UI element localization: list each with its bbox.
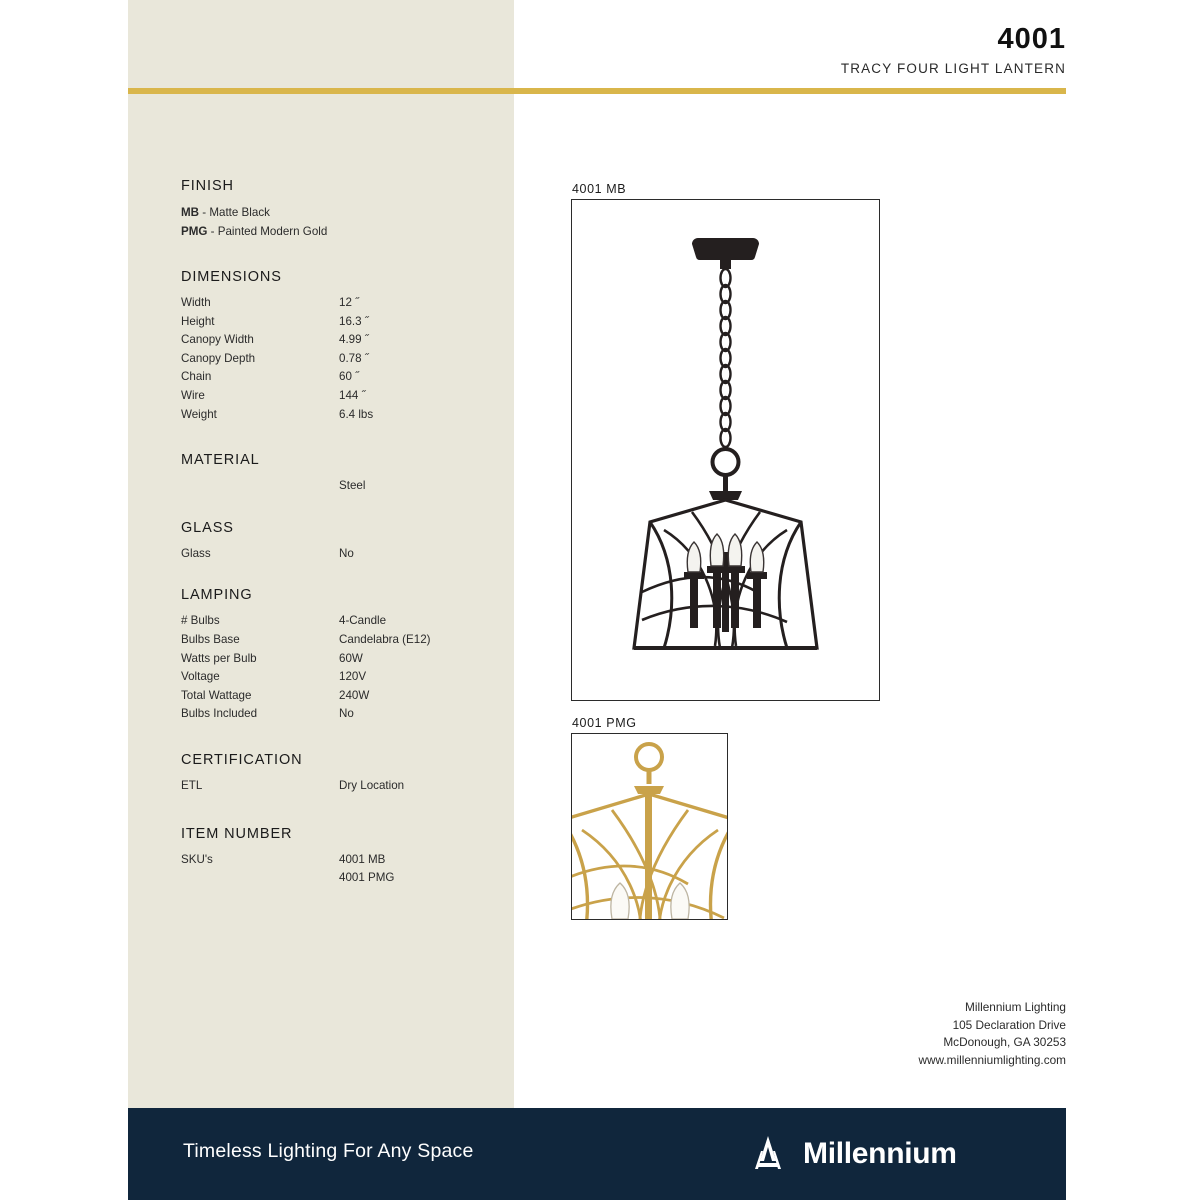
glass-title: GLASS xyxy=(181,519,234,536)
material-section xyxy=(181,452,481,496)
finish-option xyxy=(181,222,481,241)
address-company: Millennium Lighting xyxy=(965,1000,1066,1014)
spec-row xyxy=(181,406,481,425)
spec-key: Bulbs Base xyxy=(181,632,240,646)
spec-value: 60 ˝ xyxy=(339,370,359,384)
spec-row xyxy=(181,477,481,496)
item-number-section xyxy=(181,826,481,888)
main-image-label: 4001 MB xyxy=(572,182,627,196)
finish-option xyxy=(181,203,481,222)
specifications-column xyxy=(181,178,481,916)
spec-key: ETL xyxy=(181,778,203,792)
spec-value: No xyxy=(339,546,354,560)
spec-key: Bulbs Included xyxy=(181,707,258,721)
spec-value: 12 ˝ xyxy=(339,296,359,309)
spec-row xyxy=(181,668,481,687)
finish-name: Matte Black xyxy=(209,206,270,219)
address-street: 105 Declaration Drive xyxy=(952,1017,1066,1032)
brand-name: Millennium xyxy=(803,1137,957,1170)
dimensions-section xyxy=(181,269,481,424)
spec-key: Glass xyxy=(181,546,211,560)
lamping-title: LAMPING xyxy=(181,587,253,604)
spec-value: 120V xyxy=(339,670,367,684)
spec-value: 0.78 ˝ xyxy=(339,351,369,365)
gold-divider-rule xyxy=(128,88,1066,94)
model-number: 4001 xyxy=(997,23,1066,55)
spec-row xyxy=(181,387,481,406)
spec-row xyxy=(181,313,481,332)
spec-row xyxy=(181,368,481,387)
spec-row xyxy=(181,631,481,650)
spec-key: Canopy Width xyxy=(181,333,254,347)
product-name: TRACY FOUR LIGHT LANTERN xyxy=(840,61,1066,76)
main-product-image xyxy=(571,199,880,701)
address-city: McDonough, GA 30253 xyxy=(943,1035,1066,1049)
alt-image-label: 4001 PMG xyxy=(572,716,637,730)
finish-section xyxy=(181,178,481,241)
spec-row xyxy=(181,705,481,724)
spec-value: Steel xyxy=(339,479,366,493)
dimensions-title: DIMENSIONS xyxy=(181,269,282,285)
lantern-illustration-mb xyxy=(572,200,879,700)
spec-value: 16.3 ˝ xyxy=(339,314,369,328)
spec-value: 240W xyxy=(339,688,370,702)
spec-row xyxy=(181,687,481,706)
spec-key: Canopy Depth xyxy=(181,351,256,365)
spec-row xyxy=(181,350,481,369)
finish-separator: - xyxy=(199,206,210,219)
spec-value: 4-Candle xyxy=(339,614,387,628)
spec-key: # Bulbs xyxy=(181,614,220,628)
company-address xyxy=(918,999,1066,1069)
alt-product-image xyxy=(571,733,728,920)
spec-value: 6.4 lbs xyxy=(339,407,374,421)
spec-key: Width xyxy=(181,296,211,309)
glass-section xyxy=(181,520,481,564)
spec-row xyxy=(181,331,481,350)
spec-value: No xyxy=(339,707,354,721)
spec-key xyxy=(181,869,339,888)
spec-value: 4.99 ˝ xyxy=(339,333,369,347)
finish-separator: - xyxy=(207,225,218,238)
spec-key: Wire xyxy=(181,388,205,402)
footer-tagline: Timeless Lighting For Any Space xyxy=(183,1140,474,1162)
finish-code: PMG xyxy=(181,225,208,238)
finish-title: FINISH xyxy=(181,178,234,194)
spec-value: Dry Location xyxy=(339,778,405,792)
lamping-section xyxy=(181,587,481,724)
spec-row xyxy=(181,612,481,631)
spec-row xyxy=(181,650,481,669)
material-title: MATERIAL xyxy=(181,452,260,469)
item-number-title: ITEM NUMBER xyxy=(181,825,293,842)
spec-value: 60W xyxy=(339,651,363,665)
spec-value: 4001 PMG xyxy=(339,871,395,885)
spec-key: SKU's xyxy=(181,852,213,866)
millennium-logo-icon xyxy=(745,1131,791,1177)
spec-value: Candelabra (E12) xyxy=(339,632,431,646)
lantern-illustration-pmg xyxy=(572,734,727,919)
address-website[interactable]: www.millenniumlighting.com xyxy=(918,1052,1066,1067)
spec-row xyxy=(181,851,481,870)
spec-key: Voltage xyxy=(181,670,220,684)
spec-row xyxy=(181,294,481,313)
spec-row xyxy=(181,777,481,796)
spec-value: 144 ˝ xyxy=(339,388,366,402)
spec-key: Chain xyxy=(181,370,212,384)
spec-value: 4001 MB xyxy=(339,852,386,866)
certification-title: CERTIFICATION xyxy=(181,751,303,768)
spec-key: Weight xyxy=(181,407,217,421)
spec-key xyxy=(181,477,339,496)
spec-key: Height xyxy=(181,314,215,328)
spec-row xyxy=(181,545,481,564)
spec-key: Total Wattage xyxy=(181,688,252,702)
spec-key: Watts per Bulb xyxy=(181,651,257,665)
spec-row xyxy=(181,869,481,888)
finish-code: MB xyxy=(181,206,200,219)
page-header xyxy=(841,22,1066,76)
certification-section xyxy=(181,752,481,796)
brand-lockup xyxy=(745,1131,957,1177)
finish-name: Painted Modern Gold xyxy=(217,225,328,238)
